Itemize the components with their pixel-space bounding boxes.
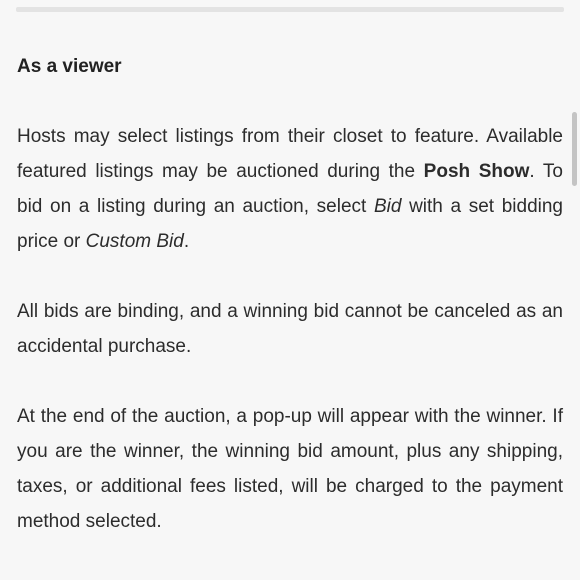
custom-bid-term: Custom Bid bbox=[85, 231, 184, 252]
paragraph-auction-end: At the end of the auction, a pop-up will appear with the winner. If you are the winner, the winning bid amount, plus any shipping, taxes, or additional fees listed, will be charged to the payment method selected. bbox=[17, 406, 563, 532]
paragraph-text: Hosts may select listings from their closet to feature. Available featured listings may be auctioned during the bbox=[17, 126, 563, 182]
paragraph-posh-show-auctions bbox=[17, 119, 563, 259]
paragraph-text: . To bid on a listing during an auction, select bbox=[17, 161, 563, 217]
paragraph-text: . bbox=[183, 231, 190, 252]
article-content bbox=[17, 49, 563, 539]
scrollbar-thumb[interactable] bbox=[572, 112, 577, 186]
paragraph-text: with a set bidding price or bbox=[17, 196, 563, 252]
section-heading: As a viewer bbox=[17, 56, 122, 77]
top-divider bbox=[16, 7, 564, 12]
posh-show-term: Posh Show bbox=[423, 161, 530, 182]
bid-term: Bid bbox=[373, 196, 402, 217]
paragraph-binding-bids: All bids are binding, and a winning bid cannot be canceled as an accidental purchase. bbox=[17, 301, 563, 357]
